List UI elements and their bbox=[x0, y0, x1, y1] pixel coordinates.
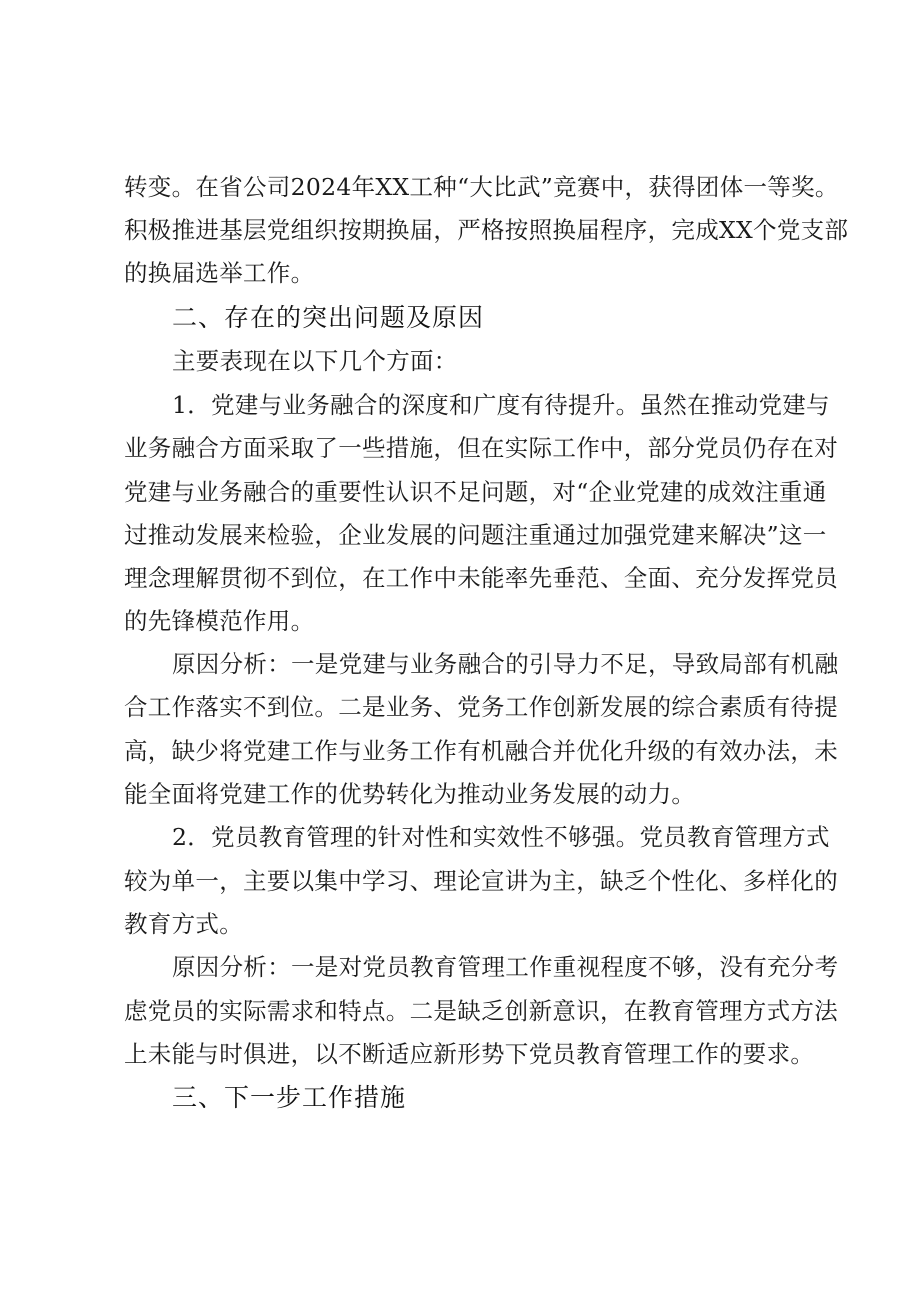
issue-2-line: 2．党员教育管理的针对性和实效性不够强。党员教育管理方式 bbox=[172, 823, 830, 851]
section-heading-3: 三、下一步工作措施 bbox=[172, 1083, 407, 1112]
issue-2-line: 教育方式。 bbox=[124, 910, 243, 938]
issue-1-line: 业务融合方面采取了一些措施，但在实际工作中，部分党员仍存在对 bbox=[124, 434, 838, 462]
cause-1-line: 原因分析：一是党建与业务融合的引导力不足，导致局部有机融 bbox=[172, 650, 839, 678]
issue-1-line: 理念理解贯彻不到位，在工作中未能率先垂范、全面、充分发挥党员 bbox=[124, 564, 838, 592]
cause-2-line: 虑党员的实际需求和特点。二是缺乏创新意识，在教育管理方式方法 bbox=[124, 997, 838, 1025]
issue-2-line: 较为单一，主要以集中学习、理论宣讲为主，缺乏个性化、多样化的 bbox=[124, 867, 838, 895]
issue-1-line: 过推动发展来检验，企业发展的问题注重通过加强党建来解决”这一 bbox=[124, 521, 827, 549]
paragraph-line: 积极推进基层党组织按期换届，严格按照换届程序，完成XX个党支部 bbox=[124, 216, 849, 244]
section-heading-2: 二、存在的突出问题及原因 bbox=[172, 303, 485, 332]
cause-1-line: 高，缺少将党建工作与业务工作有机融合并优化升级的有效办法，未 bbox=[124, 737, 838, 765]
cause-2-line: 上未能与时俱进，以不断适应新形势下党员教育管理工作的要求。 bbox=[124, 1040, 815, 1068]
issue-1-line: 的先锋模范作用。 bbox=[124, 607, 315, 635]
issue-1-line: 党建与业务融合的重要性认识不足问题，对“企业党建的成效注重通 bbox=[124, 478, 827, 506]
section-intro: 主要表现在以下几个方面： bbox=[172, 347, 458, 375]
paragraph-line: 的换届选举工作。 bbox=[124, 259, 315, 287]
cause-2-line: 原因分析：一是对党员教育管理工作重视程度不够，没有充分考 bbox=[172, 953, 839, 981]
cause-1-line: 合工作落实不到位。二是业务、党务工作创新发展的综合素质有待提 bbox=[124, 693, 838, 721]
issue-1-line: 1．党建与业务融合的深度和广度有待提升。虽然在推动党建与 bbox=[172, 391, 830, 419]
cause-1-line: 能全面将党建工作的优势转化为推动业务发展的动力。 bbox=[124, 780, 696, 808]
paragraph-line: 转变。在省公司2024年XX工种“大比武”竞赛中，获得团体一等奖。 bbox=[124, 173, 839, 201]
